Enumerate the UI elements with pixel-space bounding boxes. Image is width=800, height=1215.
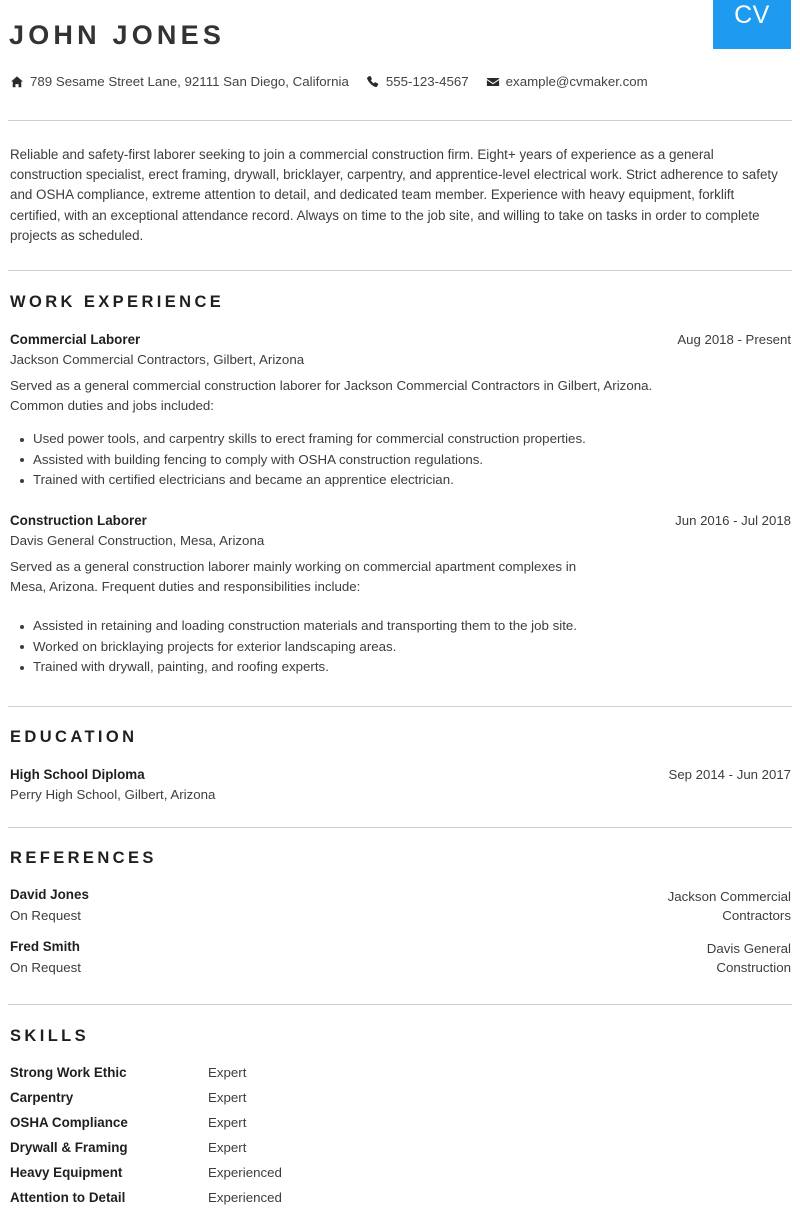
list-item: Worked on bricklaying projects for exterior landscaping areas.	[10, 637, 792, 658]
job-title: Construction Laborer	[10, 512, 147, 528]
skill-name: Drywall & Framing	[10, 1139, 128, 1155]
job-dates: Jun 2016 - Jul 2018	[675, 512, 791, 528]
references-section	[8, 828, 792, 977]
reference-details	[10, 887, 89, 923]
work-entry-header	[8, 332, 792, 347]
reference-entry	[8, 887, 792, 925]
envelope-icon	[486, 75, 500, 89]
education-entry-header	[8, 767, 792, 782]
skill-row	[8, 1115, 792, 1130]
skills-section	[8, 1005, 792, 1205]
job-company: Davis General Construction, Mesa, Arizona	[10, 532, 265, 548]
job-title: Commercial Laborer	[10, 332, 141, 348]
reference-name: Fred Smith	[10, 938, 80, 954]
skill-row	[8, 1065, 792, 1080]
work-experience-section	[8, 271, 792, 678]
skill-level: Expert	[208, 1089, 247, 1105]
list-item: Trained with certified electricians and became an apprentice electrician.	[10, 470, 792, 491]
school-name: Perry High School, Gilbert, Arizona	[10, 786, 216, 802]
summary-section	[8, 121, 792, 246]
section-heading-references: REFERENCES	[10, 848, 157, 867]
work-entry	[8, 513, 792, 678]
skill-row	[8, 1165, 792, 1180]
skill-row	[8, 1140, 792, 1155]
skill-level: Experienced	[208, 1189, 282, 1205]
reference-organization: Davis General Construction	[706, 940, 791, 975]
contact-phone	[366, 74, 469, 89]
reference-name: David Jones	[10, 886, 89, 902]
reference-status: On Request	[10, 907, 81, 923]
skill-name: Attention to Detail	[10, 1189, 126, 1205]
page-title: JOHN JONES	[9, 20, 226, 50]
contact-address	[10, 74, 349, 89]
education-section	[8, 707, 792, 802]
job-company: Jackson Commercial Contractors, Gilbert, Arizona	[10, 352, 305, 368]
cv-logo-badge	[713, 0, 791, 49]
contact-email-text: example@cvmaker.com	[505, 74, 648, 89]
contact-info-bar	[8, 74, 792, 89]
list-item: Trained with drywall, painting, and roofing experts.	[10, 657, 792, 678]
skill-name: OSHA Compliance	[10, 1114, 128, 1130]
work-entry-header	[8, 513, 792, 528]
reference-entry	[8, 939, 792, 977]
summary-text: Reliable and safety-first laborer seeking to join a commercial construction firm. Eight+ years of experience as a general construction specialist, erect framing, drywall, bricklayer, carpentry, and apprentice-level electrical work. Strict adherence to safety and OSHA compliance, extreme attention to detail, and dedicated team member. Experience with heavy equipment, forklift certified, with an exceptional attendance record. Always on time to the job site, and willing to take on tasks in order to complete projects as scheduled.	[10, 147, 778, 243]
cv-logo-text: CV	[734, 0, 770, 29]
job-dates: Aug 2018 - Present	[677, 332, 791, 348]
phone-icon	[366, 75, 380, 89]
education-entry	[8, 767, 792, 802]
job-description: Served as a general commercial construction laborer for Jackson Commercial Contractors in Gilbert, Arizona. Common duties and jobs included:	[10, 378, 653, 414]
contact-phone-text: 555-123-4567	[385, 74, 469, 89]
work-entry	[8, 332, 792, 491]
contact-email	[486, 74, 648, 89]
list-item: Assisted in retaining and loading construction materials and transporting them to the job site.	[10, 616, 792, 637]
skill-row	[8, 1190, 792, 1205]
home-icon	[10, 75, 24, 89]
skill-level: Expert	[208, 1114, 247, 1130]
job-bullet-list	[8, 429, 792, 491]
reference-organization: Jackson Commercial Contractors	[667, 888, 791, 923]
reference-details	[10, 939, 81, 975]
job-description: Served as a general construction laborer mainly working on commercial apartment complexes in Mesa, Arizona. Frequent duties and responsibilities include:	[10, 558, 577, 595]
skill-level: Expert	[208, 1139, 247, 1155]
reference-status: On Request	[10, 959, 81, 975]
skill-row	[8, 1090, 792, 1105]
degree-title: High School Diploma	[10, 766, 145, 782]
list-item: Assisted with building fencing to comply with OSHA construction regulations.	[10, 450, 792, 471]
resume-header	[8, 0, 792, 120]
skill-level: Experienced	[208, 1164, 282, 1180]
degree-dates: Sep 2014 - Jun 2017	[668, 766, 791, 782]
list-item: Used power tools, and carpentry skills to erect framing for commercial construction properties.	[10, 429, 792, 450]
skills-list	[8, 1065, 792, 1205]
job-bullet-list	[8, 616, 792, 678]
section-heading-work-experience: WORK EXPERIENCE	[10, 293, 225, 312]
section-heading-skills: SKILLS	[10, 1026, 90, 1045]
skill-name: Heavy Equipment	[10, 1164, 123, 1180]
skill-name: Strong Work Ethic	[10, 1064, 127, 1080]
section-heading-education: EDUCATION	[10, 727, 138, 746]
skill-name: Carpentry	[10, 1089, 74, 1105]
skill-level: Expert	[208, 1064, 247, 1080]
contact-address-text: 789 Sesame Street Lane, 92111 San Diego, California	[30, 74, 349, 89]
